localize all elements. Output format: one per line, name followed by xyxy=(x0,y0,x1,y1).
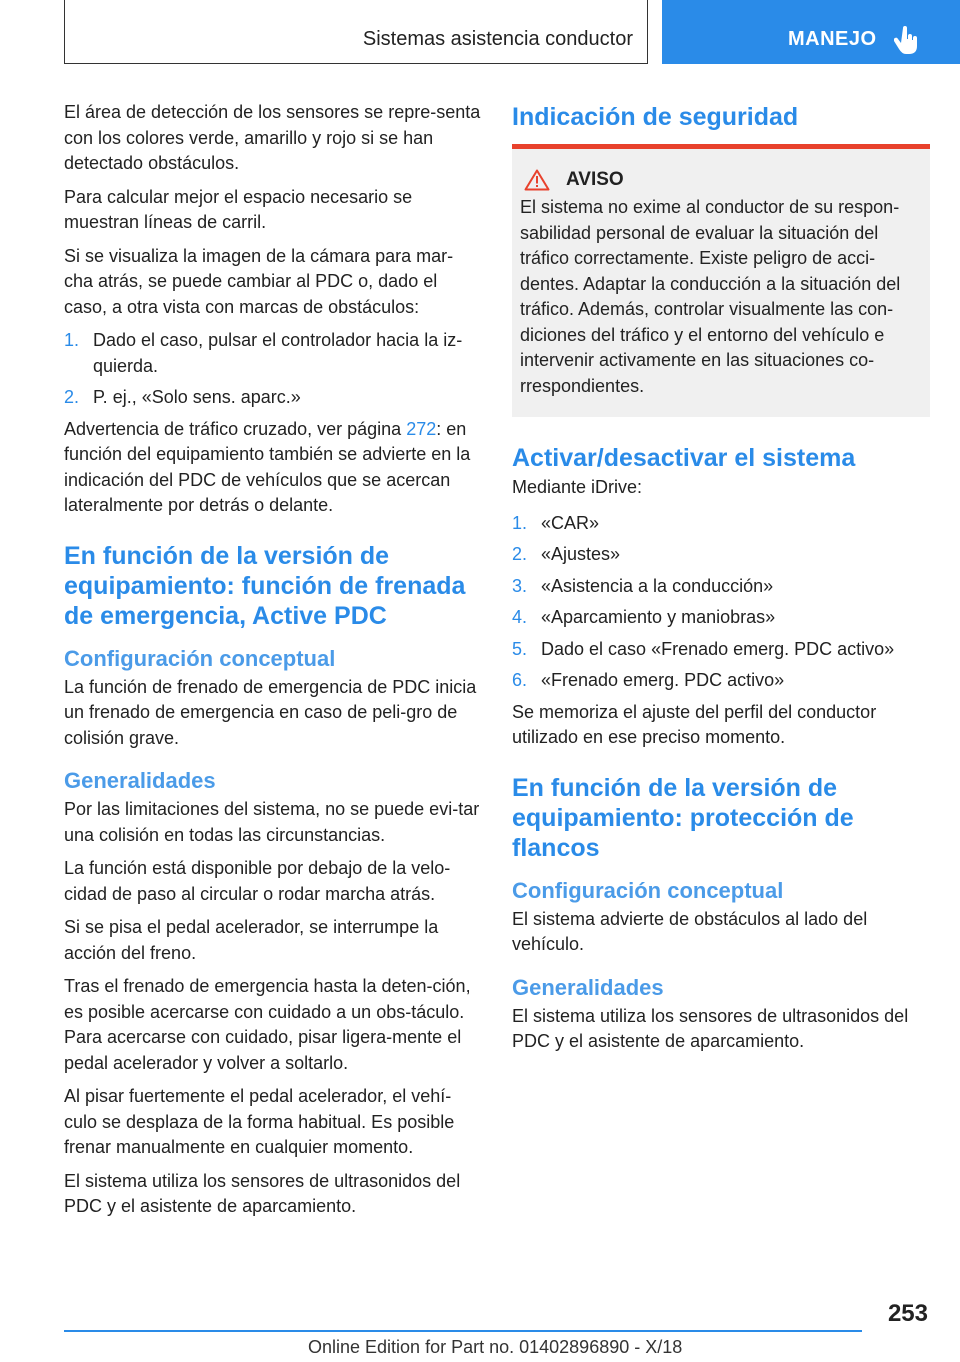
page-number: 253 xyxy=(887,1300,928,1327)
list-number: 5. xyxy=(512,638,528,659)
footer-edition: Online Edition for Part no. 01402896890 - X/18 xyxy=(308,1337,683,1357)
hand-pointer-icon xyxy=(894,26,920,56)
right-column xyxy=(512,100,930,1063)
safety-heading: Indicación de seguridad xyxy=(512,103,799,131)
list-number: 1. xyxy=(512,512,528,533)
paragraph-text: : en función del equipamiento también se advierte en la indicación del PDC de vehículos que se acercan lateralmente por detrás o delante. xyxy=(64,418,471,515)
list-text: «Frenado emerg. PDC activo» xyxy=(541,670,785,690)
list-text: P. ej., «Solo sens. aparc.» xyxy=(93,387,301,407)
header-chapter-tab[interactable] xyxy=(662,0,960,64)
section-heading: En función de la versión de equipamiento: función de frenada de emergencia, Active PDC xyxy=(64,541,466,630)
list-text: «Aparcamiento y maniobras» xyxy=(541,607,776,627)
paragraph: El área de detección de los sensores se repre‐senta con los colores verde, amarillo y rojo si se han detectado obstáculos. xyxy=(64,102,481,173)
paragraph: Por las limitaciones del sistema, no se puede evi‐tar una colisión en todas las circunstancias. xyxy=(64,799,480,845)
list-number: 3. xyxy=(512,575,528,596)
list-text: Dado el caso «Frenado emerg. PDC activo» xyxy=(541,638,895,659)
section-heading: Activar/desactivar el sistema xyxy=(512,444,856,472)
paragraph: Mediante iDrive: xyxy=(512,477,643,497)
paragraph: El sistema utiliza los sensores de ultrasonidos del PDC y el asistente de aparcamiento. xyxy=(64,1170,461,1216)
warning-box xyxy=(512,149,930,417)
paragraph-text: Advertencia de tráfico cruzado, ver página xyxy=(64,418,407,439)
list-item xyxy=(512,668,930,694)
warning-triangle-icon xyxy=(524,169,550,191)
paragraph: Para calcular mejor el espacio necesario se muestran líneas de carril. xyxy=(64,186,413,232)
list-text: «Asistencia a la conducción» xyxy=(541,575,774,596)
paragraph: La función está disponible por debajo de la velo‐cidad de paso al circular o rodar marcha atrás. xyxy=(64,858,451,904)
page-reference-link[interactable]: 272 xyxy=(406,418,437,439)
list-item xyxy=(512,511,930,537)
warning-text: El sistema no exime al conductor de su respon‐sabilidad personal de evaluar la situación del tráfico correctamente. Existe peligro de acci‐dentes. Adaptar la conducción a la situación del tráfico. Además, controlar visualmente las con‐diciones del tráfico y el entorno del vehículo e intervenir activamente en las situaciones co‐rrespondientes. xyxy=(520,197,901,396)
paragraph: El sistema utiliza los sensores de ultrasonidos del PDC y el asistente de aparcamiento. xyxy=(512,1005,909,1051)
list-item xyxy=(512,637,930,663)
list-item xyxy=(512,574,930,600)
paragraph: Al pisar fuertemente el pedal acelerador, el vehí‐culo se desplaza de la forma habitual. Es posible frenar manualmente en cualquier momento. xyxy=(64,1086,455,1157)
header-section-box xyxy=(64,0,648,64)
list-number: 2. xyxy=(64,387,80,407)
list-number: 1. xyxy=(64,330,80,350)
paragraph: Si se pisa el pedal acelerador, se interrumpe la acción del freno. xyxy=(64,917,439,963)
list-text: Dado el caso, pulsar el controlador hacia la iz‐quierda. xyxy=(93,330,463,376)
list-item xyxy=(512,605,930,631)
list-item xyxy=(512,542,930,568)
paragraph: El sistema advierte de obstáculos al lado del vehículo. xyxy=(512,908,868,954)
paragraph: Si se visualiza la imagen de la cámara para mar‐cha atrás, se puede cambiar al PDC o, dado el caso, a otra vista con marcas de obstáculos: xyxy=(64,245,454,317)
warning-header xyxy=(524,169,922,191)
paragraph: Se memoriza el ajuste del perfil del conductor utilizado en ese preciso momento. xyxy=(512,701,877,747)
left-column xyxy=(64,100,482,1228)
footer-divider xyxy=(64,1330,862,1332)
list-number: 4. xyxy=(512,607,528,627)
list-item xyxy=(64,385,482,411)
list-number: 2. xyxy=(512,544,528,564)
paragraph: Tras el frenado de emergencia hasta la deten‐ción, es posible acercarse con cuidado a un obs‐táculo. Para acercarse con cuidado, pisar ligera‐mente el pedal acelerador y volver a soltarlo. xyxy=(64,976,471,1073)
list-text: «CAR» xyxy=(541,512,600,533)
warning-label: AVISO xyxy=(566,169,624,190)
numbered-list xyxy=(64,328,482,411)
numbered-list xyxy=(512,511,930,694)
paragraph: La función de frenado de emergencia de PDC inicia un frenado de emergencia en caso de peli‐gro de colisión grave. xyxy=(64,676,477,748)
subsection-heading: Generalidades xyxy=(512,974,664,1000)
list-text: «Ajustes» xyxy=(541,544,621,564)
paragraph-cross-traffic xyxy=(64,417,482,519)
list-number: 6. xyxy=(512,670,528,690)
header-tab-label: MANEJO xyxy=(788,28,877,50)
subsection-heading: Configuración conceptual xyxy=(512,877,784,903)
list-item xyxy=(64,328,482,379)
header-section-title: Sistemas asistencia conductor xyxy=(362,28,633,50)
subsection-heading: Configuración conceptual xyxy=(64,645,336,671)
subsection-heading: Generalidades xyxy=(64,768,216,793)
section-heading: En función de la versión de equipamiento: protección de flancos xyxy=(512,773,854,862)
